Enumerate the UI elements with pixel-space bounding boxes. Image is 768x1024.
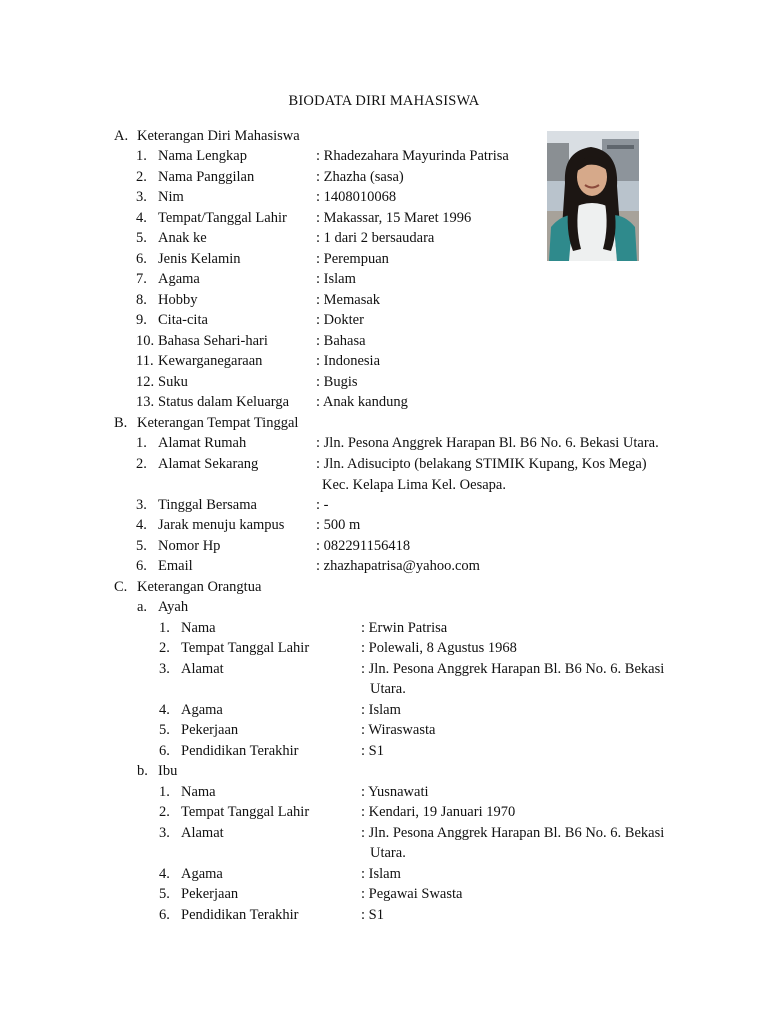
field-value: : Bugis [316, 374, 358, 390]
item-number: 9. [136, 312, 147, 328]
item-number: 6. [159, 907, 170, 923]
field-value: : 082291156418 [316, 538, 411, 554]
field-label: Alamat Sekarang [158, 456, 259, 472]
field-label: Bahasa Sehari-hari [158, 333, 268, 349]
field-label: Kewarganegaraan [158, 353, 263, 369]
field-label: Alamat Rumah [158, 435, 247, 451]
field-value: : Anak kandung [316, 394, 408, 410]
field-label: Agama [158, 271, 200, 287]
field-value: : Makassar, 15 Maret 1996 [316, 210, 472, 226]
field-value: : Islam [361, 866, 401, 882]
item-number: 2. [136, 456, 147, 472]
item-number: 5. [136, 538, 147, 554]
item-number: 6. [136, 251, 147, 267]
page-title: BIODATA DIRI MAHASISWA [288, 93, 480, 109]
section-b-marker: B. [114, 415, 128, 431]
field-label: Tempat Tanggal Lahir [181, 640, 310, 656]
field-value: : Islam [316, 271, 356, 287]
field-label: Nama Lengkap [158, 148, 247, 164]
item-number: 5. [136, 230, 147, 246]
email-value: : zhazhapatrisa@yahoo.com [316, 558, 480, 574]
section-c-marker: C. [114, 579, 128, 595]
item-number: 10. [136, 333, 155, 349]
section-a-heading: Keterangan Diri Mahasiswa [137, 128, 300, 144]
item-number: 4. [136, 517, 147, 533]
field-value: : Perempuan [316, 251, 389, 267]
field-label: Alamat [181, 661, 224, 677]
field-label: Alamat [181, 825, 224, 841]
item-number: 6. [136, 558, 147, 574]
field-label: Pekerjaan [181, 722, 239, 738]
field-label: Pendidikan Terakhir [181, 907, 299, 923]
field-label: Agama [181, 866, 223, 882]
item-number: 1. [136, 148, 147, 164]
item-number: 4. [136, 210, 147, 226]
field-value: : Wiraswasta [361, 722, 436, 738]
item-number: 1. [159, 620, 170, 636]
field-value: : Yusnawati [361, 784, 429, 800]
item-number: 2. [159, 804, 170, 820]
section-b-heading: Keterangan Tempat Tinggal [137, 415, 299, 431]
subsection-heading-ibu: Ibu [158, 763, 178, 779]
field-value: : Dokter [316, 312, 364, 328]
field-label: Anak ke [158, 230, 207, 246]
field-value: : Jln. Pesona Anggrek Harapan Bl. B6 No. 6. Bekasi [361, 661, 665, 677]
field-label: Pendidikan Terakhir [181, 743, 299, 759]
subsection-heading-ayah: Ayah [158, 599, 189, 615]
field-value: : 1408010068 [316, 189, 397, 205]
item-number: 5. [159, 886, 170, 902]
item-number: 1. [136, 435, 147, 451]
field-label: Nama [181, 620, 216, 636]
item-number: 12. [136, 374, 155, 390]
section-c-heading: Keterangan Orangtua [137, 579, 262, 595]
item-number: 7. [136, 271, 147, 287]
field-label: Suku [158, 374, 188, 390]
item-number: 3. [159, 661, 170, 677]
item-number: 13. [136, 394, 155, 410]
subsection-marker: b. [137, 763, 148, 779]
field-label: Nama [181, 784, 216, 800]
item-number: 4. [159, 866, 170, 882]
item-number: 3. [159, 825, 170, 841]
field-value: : Zhazha (sasa) [316, 169, 404, 185]
item-number: 6. [159, 743, 170, 759]
field-value: : S1 [361, 907, 384, 923]
field-value: : Pegawai Swasta [361, 886, 463, 902]
item-number: 3. [136, 189, 147, 205]
field-value: : Jln. Pesona Anggrek Harapan Bl. B6 No. 6. Bekasi Utara. [316, 435, 659, 451]
field-value-continued: Kec. Kelapa Lima Kel. Oesapa. [322, 477, 506, 493]
field-value: : Erwin Patrisa [361, 620, 448, 636]
field-label: Tinggal Bersama [158, 497, 257, 513]
field-label: Cita-cita [158, 312, 208, 328]
field-value: : S1 [361, 743, 384, 759]
subsection-marker: a. [137, 599, 148, 615]
item-number: 5. [159, 722, 170, 738]
field-label: Nim [158, 189, 184, 205]
field-label: Status dalam Keluarga [158, 394, 290, 410]
item-number: 1. [159, 784, 170, 800]
item-number: 2. [136, 169, 147, 185]
field-label: Email [158, 558, 193, 574]
item-number: 2. [159, 640, 170, 656]
field-label: Pekerjaan [181, 886, 239, 902]
field-value-continued: Utara. [370, 845, 406, 861]
field-value-continued: Utara. [370, 681, 406, 697]
item-number: 8. [136, 292, 147, 308]
field-value: : Bahasa [316, 333, 366, 349]
field-label: Nama Panggilan [158, 169, 255, 185]
field-value: : Jln. Pesona Anggrek Harapan Bl. B6 No. 6. Bekasi [361, 825, 665, 841]
field-value: : Jln. Adisucipto (belakang STIMIK Kupang, Kos Mega) [316, 456, 647, 472]
field-value: : - [316, 497, 329, 513]
field-label: Tempat/Tanggal Lahir [158, 210, 287, 226]
field-value: : Memasak [316, 292, 381, 308]
field-label: Jenis Kelamin [158, 251, 241, 267]
field-label: Hobby [158, 292, 198, 308]
profile-photo [547, 131, 639, 261]
field-value: : Indonesia [316, 353, 381, 369]
field-value: : Polewali, 8 Agustus 1968 [361, 640, 517, 656]
field-value: : 500 m [316, 517, 361, 533]
field-value: : Islam [361, 702, 401, 718]
item-number: 3. [136, 497, 147, 513]
field-label: Tempat Tanggal Lahir [181, 804, 310, 820]
field-value: : 1 dari 2 bersaudara [316, 230, 435, 246]
field-label: Agama [181, 702, 223, 718]
item-number: 4. [159, 702, 170, 718]
field-value: : Kendari, 19 Januari 1970 [361, 804, 516, 820]
item-number: 11. [136, 353, 154, 369]
field-label: Jarak menuju kampus [158, 517, 285, 533]
field-value: : Rhadezahara Mayurinda Patrisa [316, 148, 509, 164]
section-a-marker: A. [114, 128, 129, 144]
field-label: Nomor Hp [158, 538, 221, 554]
portrait-image [547, 131, 639, 261]
